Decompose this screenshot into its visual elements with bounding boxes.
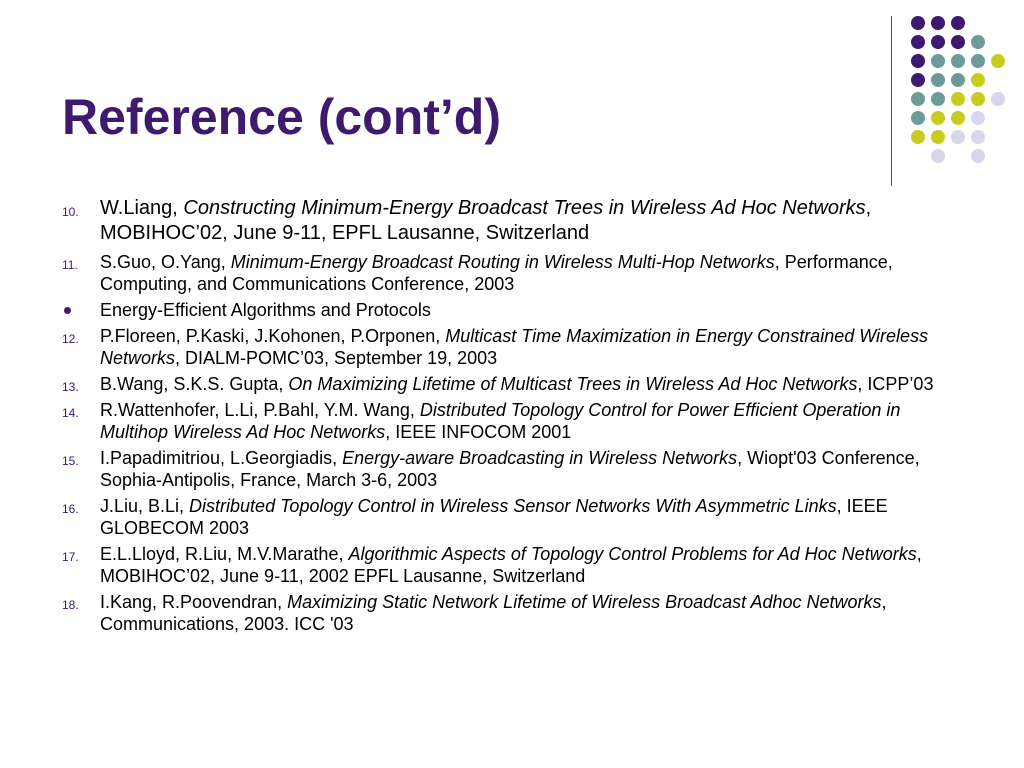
decor-dot xyxy=(951,73,965,87)
reference-venue: , MOBIHOC’02, June 9-11, EPFL Lausanne, Switzerland xyxy=(100,197,872,244)
reference-title: Energy-aware Broadcasting in Wireless Networks xyxy=(342,448,738,468)
reference-item xyxy=(62,447,962,491)
reference-authors: P.Floreen, P.Kaski, J.Kohonen, P.Orponen, xyxy=(100,326,446,346)
decor-dot xyxy=(931,54,945,68)
decor-dot xyxy=(971,149,985,163)
reference-venue: , DIALM-POMC’03, September 19, 2003 xyxy=(175,348,498,368)
reference-venue: , IEEE GLOBECOM 2003 xyxy=(100,496,888,538)
reference-authors: S.Guo, O.Yang, xyxy=(100,252,231,272)
reference-item xyxy=(62,196,962,246)
decor-dot xyxy=(971,130,985,144)
decor-dot xyxy=(931,92,945,106)
reference-venue: , MOBIHOC’02, June 9-11, 2002 EPFL Lausanne, Switzerland xyxy=(100,544,922,586)
list-number: 11. xyxy=(62,258,78,272)
reference-authors: E.L.Lloyd, R.Liu, M.V.Marathe, xyxy=(100,544,349,564)
reference-authors: W.Liang, xyxy=(100,197,184,219)
decor-dot xyxy=(931,130,945,144)
decor-dot xyxy=(971,111,985,125)
reference-authors: I.Kang, R.Poovendran, xyxy=(100,592,288,612)
decor-dot xyxy=(951,16,965,30)
reference-title: Constructing Minimum-Energy Broadcast Trees in Wireless Ad Hoc Networks xyxy=(183,197,866,219)
reference-authors: I.Papadimitriou, L.Georgiadis, xyxy=(100,448,343,468)
slide-title: Reference (cont’d) xyxy=(62,89,501,145)
reference-title: Distributed Topology Control for Power Efficient Operation in Multihop Wireless Ad Hoc Networks xyxy=(100,400,901,442)
decor-dot xyxy=(911,92,925,106)
decor-dot xyxy=(951,35,965,49)
decor-dot xyxy=(911,130,925,144)
reference-item xyxy=(62,251,962,295)
reference-item xyxy=(62,591,962,635)
vertical-divider xyxy=(891,16,892,186)
decor-dot xyxy=(931,35,945,49)
decor-dot xyxy=(991,92,1005,106)
list-number: 18. xyxy=(62,598,79,612)
decor-dot xyxy=(951,111,965,125)
reference-item xyxy=(62,543,962,587)
decor-dot xyxy=(971,73,985,87)
decor-dot xyxy=(911,35,925,49)
list-number: 14. xyxy=(62,406,79,420)
reference-list xyxy=(62,196,962,639)
reference-venue: , IEEE INFOCOM 2001 xyxy=(385,422,572,442)
reference-authors: R.Wattenhofer, L.Li, P.Bahl, Y.M. Wang, xyxy=(100,400,420,420)
reference-venue: , ICPP’03 xyxy=(857,374,934,394)
decor-dot xyxy=(971,35,985,49)
reference-authors: J.Liu, B.Li, xyxy=(100,496,190,516)
reference-title: Distributed Topology Control in Wireless Sensor Networks With Asymmetric Links xyxy=(189,496,837,516)
list-number: 15. xyxy=(62,454,79,468)
decor-dot xyxy=(951,54,965,68)
reference-title: Minimum-Energy Broadcast Routing in Wireless Multi-Hop Networks xyxy=(230,252,775,272)
list-number: 12. xyxy=(62,332,79,346)
decor-dot xyxy=(951,130,965,144)
bullet-item xyxy=(62,299,962,321)
list-number: 13. xyxy=(62,380,79,394)
decor-dot xyxy=(951,92,965,106)
list-number: 17. xyxy=(62,550,79,564)
decor-dot xyxy=(911,73,925,87)
reference-authors: B.Wang, S.K.S. Gupta, xyxy=(100,374,289,394)
reference-title: Algorithmic Aspects of Topology Control Problems for Ad Hoc Networks xyxy=(348,544,917,564)
decor-dot xyxy=(971,92,985,106)
reference-item xyxy=(62,399,962,443)
reference-item xyxy=(62,325,962,369)
reference-title: Maximizing Static Network Lifetime of Wireless Broadcast Adhoc Networks xyxy=(287,592,882,612)
bullet-text: Energy-Efficient Algorithms and Protocols xyxy=(100,300,431,320)
list-number: 10. xyxy=(62,205,79,219)
list-number: 16. xyxy=(62,502,79,516)
bullet-dot-icon xyxy=(64,307,71,314)
reference-title: On Maximizing Lifetime of Multicast Trees in Wireless Ad Hoc Networks xyxy=(288,374,858,394)
decor-dot xyxy=(911,54,925,68)
reference-title: Multicast Time Maximization in Energy Constrained Wireless Networks xyxy=(100,326,929,368)
decor-dot xyxy=(931,149,945,163)
reference-venue: , Performance, Computing, and Communications Conference, 2003 xyxy=(100,252,893,294)
reference-venue: , Wiopt'03 Conference, Sophia-Antipolis, France, March 3-6, 2003 xyxy=(100,448,920,490)
reference-item xyxy=(62,373,962,395)
decor-dot xyxy=(971,54,985,68)
reference-venue: , Communications, 2003. ICC '03 xyxy=(100,592,887,634)
decor-dot xyxy=(911,16,925,30)
decor-dot xyxy=(931,73,945,87)
decor-dot xyxy=(911,111,925,125)
decor-dot xyxy=(931,16,945,30)
decor-dot xyxy=(991,54,1005,68)
decor-dot xyxy=(931,111,945,125)
reference-item xyxy=(62,495,962,539)
